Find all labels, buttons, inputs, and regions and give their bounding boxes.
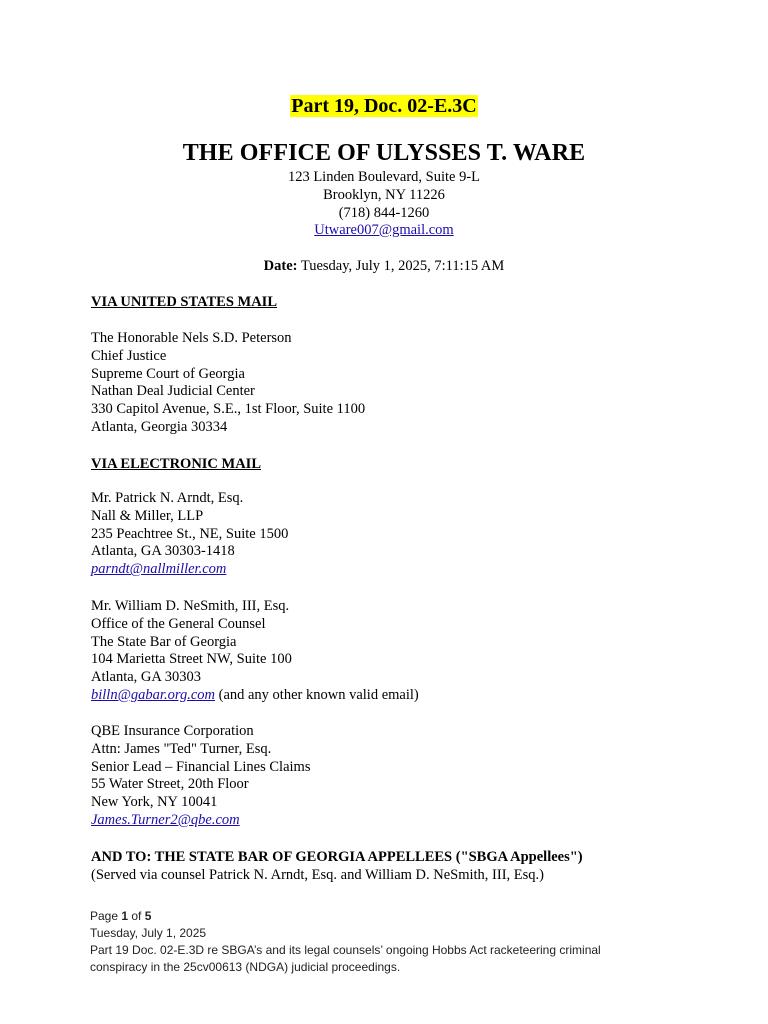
phone-number: (718) 844-1260 [338, 205, 430, 221]
mail-line: Chief Justice [91, 347, 167, 364]
recipient-line: 55 Water Street, 20th Floor [91, 776, 249, 793]
email-recipient-1 [91, 490, 288, 579]
office-email-link[interactable]: Utware007@gmail.com [314, 222, 454, 238]
recipient-line: 104 Marietta Street NW, Suite 100 [91, 651, 292, 668]
page-number: Page 1 of 5 [90, 909, 152, 923]
part-title-highlight: Part 19, Doc. 02-E.3C [291, 95, 477, 117]
recipient-line: QBE Insurance Corporation [91, 723, 254, 739]
date-label: Date: [263, 258, 298, 274]
via-mail-heading: VIA UNITED STATES MAIL [91, 294, 277, 310]
recipient-line: Nall & Miller, LLP [91, 507, 204, 524]
email-recipient-3 [91, 723, 310, 830]
mail-recipient-block [91, 330, 365, 437]
date-value: Tuesday, July 1, 2025, 7:11:15 AM [300, 258, 505, 274]
recipient-line: Mr. Patrick N. Arndt, Esq. [91, 490, 244, 506]
recipient-line: The State Bar of Georgia [91, 633, 237, 650]
recipient-email-link[interactable]: billn@gabar.org.com [91, 686, 215, 703]
recipient-line: Senior Lead – Financial Lines Claims [91, 758, 311, 775]
date-line [0, 258, 768, 275]
recipient-line: Office of the General Counsel [91, 615, 266, 632]
footer-description: Part 19 Doc. 02-E.3D re SBGA’s and its legal counsels’ ongoing Hobbs Act racketeering criminal [90, 943, 601, 957]
recipient-line: Atlanta, GA 30303 [91, 669, 201, 686]
served-via-line: (Served via counsel Patrick N. Arndt, Esq. and William D. NeSmith, III, Esq.) [91, 867, 544, 883]
part-title [0, 95, 768, 118]
page-footer [90, 908, 690, 976]
mail-line: Supreme Court of Georgia [91, 365, 245, 382]
and-to-heading: AND TO: THE STATE BAR OF GEORGIA APPELLEES ("SBGA Appellees") [91, 849, 583, 865]
office-email-line [0, 221, 768, 239]
footer-date: Tuesday, July 1, 2025 [90, 926, 207, 940]
recipient-line: 235 Peachtree St., NE, Suite 1500 [91, 525, 289, 542]
email-note: (and any other known valid email) [214, 686, 419, 703]
mail-line: Nathan Deal Judicial Center [91, 383, 255, 400]
recipient-line: New York, NY 10041 [91, 794, 218, 811]
mail-line: The Honorable Nels S.D. Peterson [91, 330, 292, 346]
recipient-line: Atlanta, GA 30303-1418 [91, 543, 235, 560]
recipient-line: Attn: James "Ted" Turner, Esq. [91, 740, 272, 757]
mail-line: 330 Capitol Avenue, S.E., 1st Floor, Suite 1100 [91, 401, 366, 418]
recipient-email-link[interactable]: James.Turner2@qbe.com [91, 811, 240, 828]
office-name: THE OFFICE OF ULYSSES T. WARE [182, 140, 586, 166]
mail-line: Atlanta, Georgia 30334 [91, 418, 228, 435]
recipient-email-link[interactable]: parndt@nallmiller.com [91, 561, 227, 578]
address-line-2: Brooklyn, NY 11226 [323, 187, 445, 203]
via-email-heading: VIA ELECTRONIC MAIL [91, 456, 261, 472]
address-line-1: 123 Linden Boulevard, Suite 9-L [287, 169, 481, 185]
footer-description: conspiracy in the 25cv00613 (NDGA) judicial proceedings. [90, 960, 401, 974]
recipient-line: Mr. William D. NeSmith, III, Esq. [91, 598, 290, 614]
email-recipient-2 [91, 598, 419, 705]
